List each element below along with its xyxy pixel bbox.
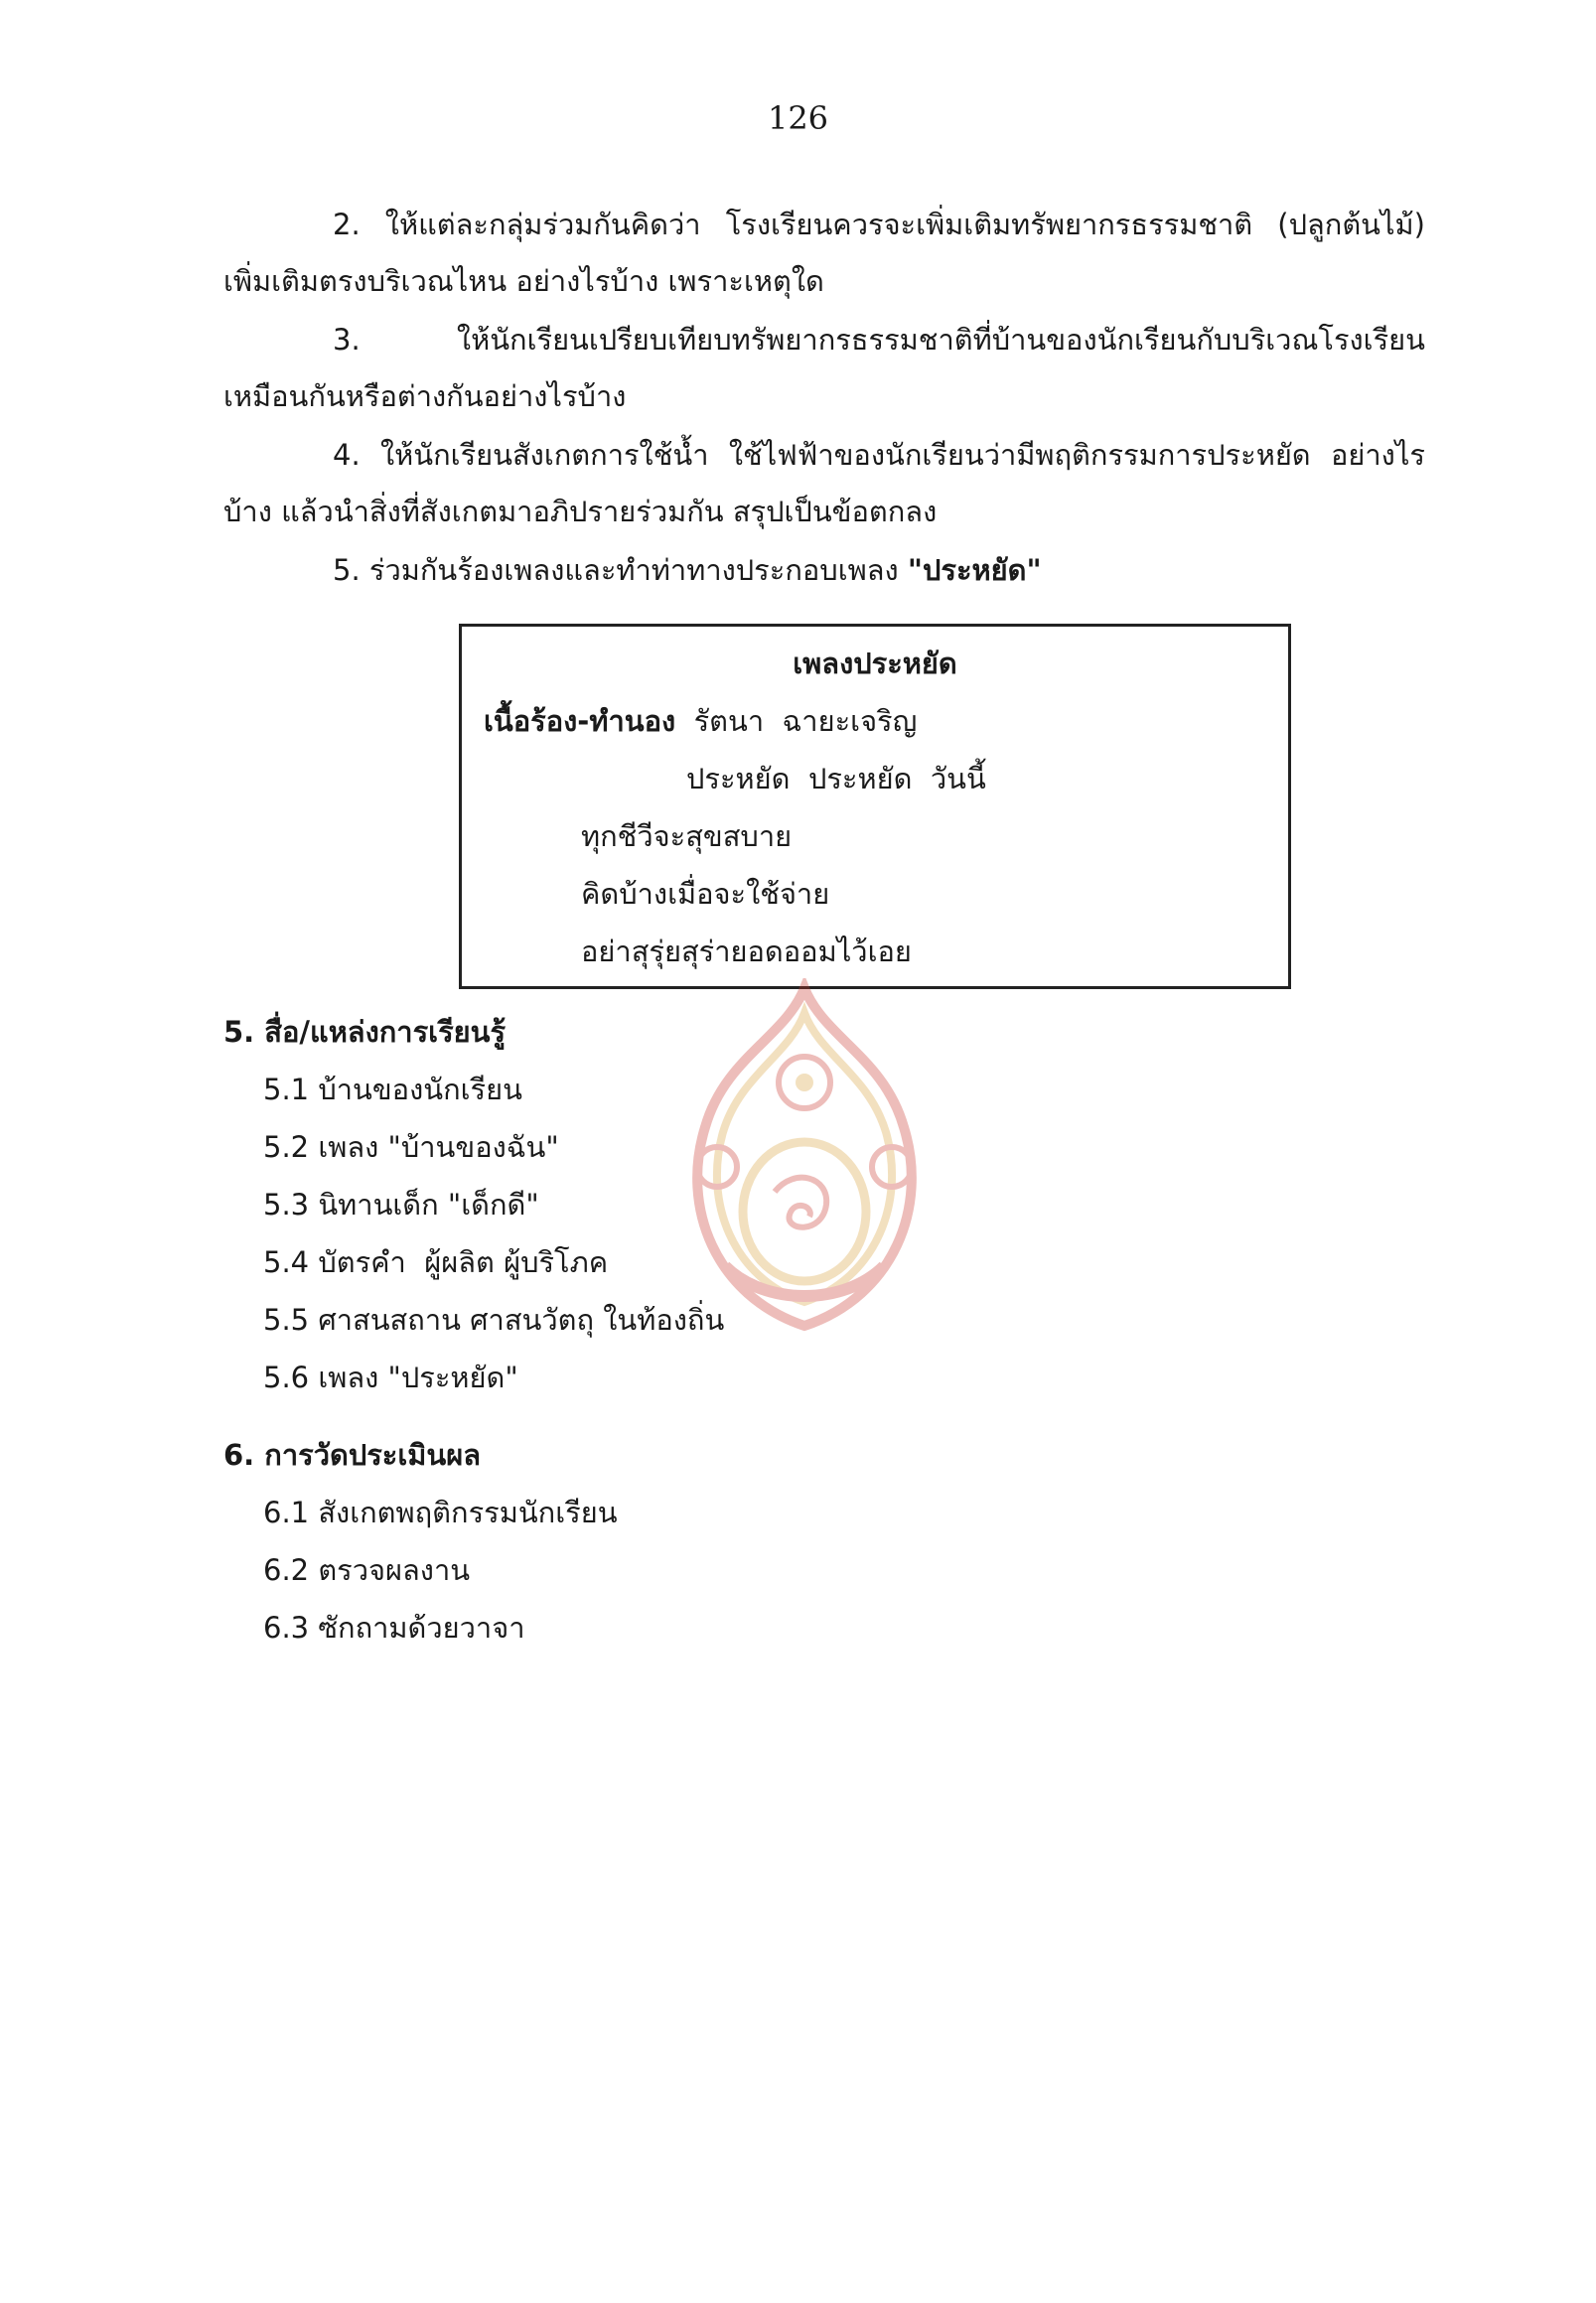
list-item: 5.1 บ้านของนักเรียน (263, 1073, 522, 1106)
song-author-name: รัตนา ฉายะเจริญ (675, 704, 918, 738)
activity-item-4: 4. ให้นักเรียนสังเกตการใช้น้ำ ใช้ไฟฟ้าของนักเรียนว่ามีพฤติกรรมการประหยัด อย่างไรบ้าง แล้วนำสิ่งที่สังเกตมาอภิปรายร่วมกัน สรุปเป็นข้อตกลง (223, 438, 1425, 528)
list-item: 5.2 เพลง "บ้านของฉัน" (263, 1130, 559, 1164)
song-line: อย่าสุรุ่ยสุร่ายอดออมไว้เอย (581, 935, 912, 968)
section-heading-learning-resources: 5. สื่อ/แหล่งการเรียนรู้ (223, 1015, 507, 1049)
activity-item-2: 2. ให้แต่ละกลุ่มร่วมกันคิดว่า โรงเรียนควรจะเพิ่มเติมทรัพยากรธรรมชาติ (ปลูกต้นไม้) เพิ่มเติมตรงบริเวณไหน อย่างไรบ้าง เพราะเหตุใด (223, 208, 1425, 298)
list-item: 5.3 นิทานเด็ก "เด็กดี" (263, 1188, 539, 1222)
song-line: คิดบ้างเมื่อจะใช้จ่าย (581, 877, 830, 911)
song-lyrics-box (459, 624, 1291, 989)
song-title: เพลงประหยัด (793, 647, 957, 680)
list-item: 6.3 ซักถามด้วยวาจา (263, 1611, 525, 1645)
list-item: 6.2 ตรวจผลงาน (263, 1553, 471, 1587)
activity-item-5 (223, 542, 1425, 599)
activity-item-3: 3. ให้นักเรียนเปรียบเทียบทรัพยากรธรรมชาติที่บ้านของนักเรียนกับบริเวณโรงเรียน เหมือนกันหรือต่างกันอย่างไรบ้าง (223, 323, 1425, 413)
list-item: 5.4 บัตรคำ ผู้ผลิต ผู้บริโภค (263, 1245, 609, 1279)
section-heading-evaluation: 6. การวัดประเมินผล (223, 1438, 482, 1472)
activity-item-5-text: 5. ร่วมกันร้องเพลงและทำท่าทางประกอบเพลง (333, 553, 908, 587)
list-item: 5.5 ศาสนสถาน ศาสนวัตถุ ในท้องถิ่น (263, 1303, 725, 1337)
song-line: ประหยัด ประหยัด วันนี้ (686, 762, 986, 795)
song-author-label: เนื้อร้อง-ทำนอง (484, 704, 676, 738)
list-item: 6.1 สังเกตพฤติกรรมนักเรียน (263, 1496, 618, 1529)
activity-item-5-song-name: "ประหยัด" (907, 553, 1042, 587)
song-line: ทุกชีวีจะสุขสบาย (581, 819, 793, 853)
song-author (484, 698, 917, 744)
ministry-of-education-seal-icon (655, 978, 953, 1346)
page-number: 126 (767, 99, 829, 137)
list-item: 5.6 เพลง "ประหยัด" (263, 1361, 518, 1394)
